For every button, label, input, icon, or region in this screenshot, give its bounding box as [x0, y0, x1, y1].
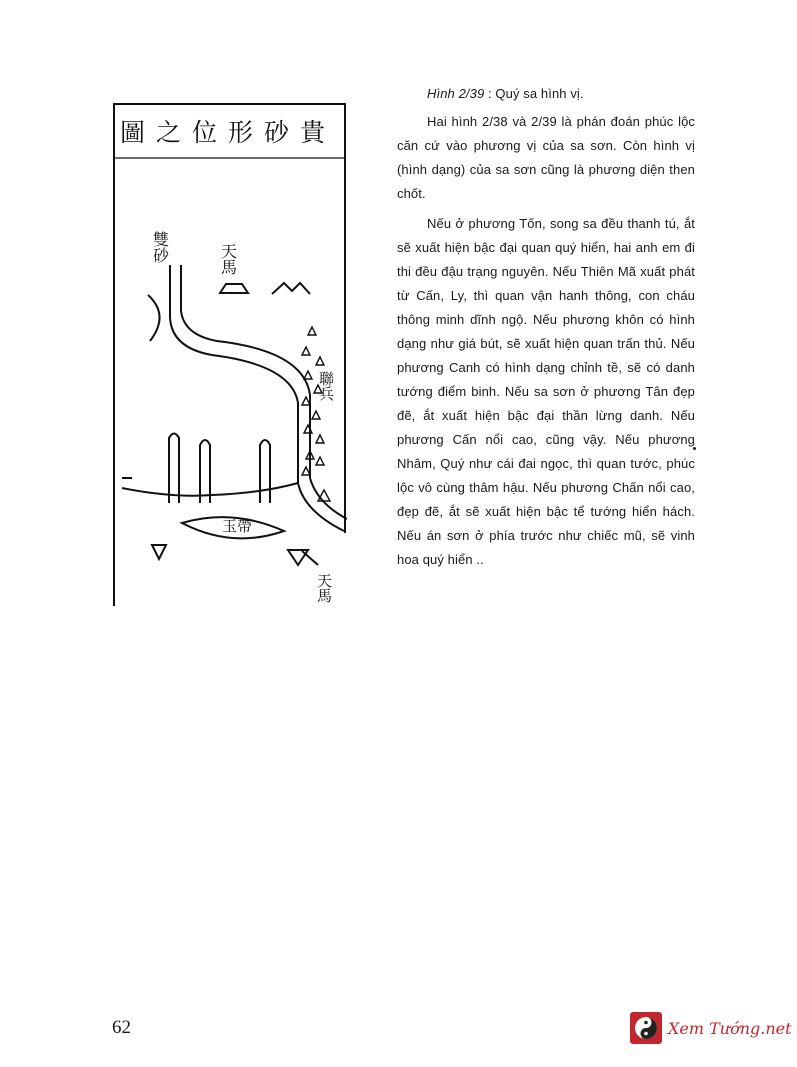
bottom-left-triangle — [152, 545, 166, 559]
small-peak — [312, 411, 320, 419]
small-peak — [316, 357, 324, 365]
diagram-title-char: 貴 — [300, 118, 326, 147]
twin-mound — [272, 283, 310, 294]
flat-mound — [220, 284, 248, 293]
pen-rack-peak — [200, 440, 210, 503]
pen-rack-peak — [169, 434, 179, 504]
paragraph: Hai hình 2/38 và 2/39 là phán đoán phúc lộc căn cứ vào phương vị của sa sơn. Còn hình vị (hình dạng) của sa sơn cũng là phương diện then chốt. — [397, 114, 695, 201]
label-heavenly-horse-right: 天馬 — [315, 573, 333, 603]
small-peak — [304, 371, 312, 379]
small-peak — [302, 467, 310, 475]
caption-title: Quý sa hình vị. — [495, 86, 584, 101]
pen-rack-peak — [260, 440, 270, 503]
paragraph: Nếu ở phương Tốn, song sa đều thanh tú, ắt sẽ xuất hiện bậc đại quan quý hiển, hai anh em đi thi đều đậu trạng nguyên. Nếu Thiên Mã xuất phát từ Cấn, Ly, thì quan vận hanh thông, con cháu thông minh dĩnh ngộ. Nếu phương khôn có hình dạng như giá bút, sẽ xuất hiện quan trấn thủ. Nếu phương Canh có hình dạng chỉnh tề, sẽ có danh tướng điểm binh. Nếu sa sơn ở phương Tân đẹp đẽ, ắt xuất hiện bậc đại thần lừng danh. Nếu phương Cấn nổi cao, cũng vậy. Nếu phương Nhâm, Quý như cái đai ngọc, thì quan tước, phúc lộc vô cùng thâm hậu. Nếu phương Chấn nổi cao, đẹp đẽ, ắt sẽ xuất hiện bậc tể tướng hiển hách. Nếu án sơn ở phía trước như chiếc mũ, sẽ vinh hoa quý hiển .. — [397, 216, 695, 567]
figure-ref: Hình 2/39 — [427, 86, 485, 101]
small-peak — [316, 457, 324, 465]
diagram-title-char: 位 — [192, 118, 218, 147]
diagram-title-char: 之 — [156, 118, 182, 147]
small-peak-column — [302, 327, 330, 501]
watermark-text: Xem Tướng.net — [668, 1018, 792, 1038]
page-number: 62 — [112, 1017, 131, 1038]
caption-separator: : — [484, 86, 496, 101]
label-side-small: 聯兵 — [317, 371, 335, 401]
diagram-title-char: 形 — [228, 118, 254, 147]
yin-yang-icon — [630, 1012, 662, 1044]
text-column — [397, 82, 695, 578]
stray-dot — [693, 447, 696, 450]
diagram-svg — [112, 103, 352, 608]
small-peak — [302, 397, 310, 405]
left-bracket-shape — [148, 295, 160, 341]
bottom-right-stroke — [302, 551, 318, 565]
label-twin-sand: 雙砂 — [150, 231, 170, 263]
small-peak — [302, 347, 310, 355]
watermark — [630, 1012, 792, 1044]
small-peak — [308, 327, 316, 335]
small-peak — [318, 490, 330, 501]
feng-shui-diagram — [112, 103, 352, 608]
label-jade-belt: 玉帶 — [222, 517, 253, 535]
figure-caption — [397, 82, 695, 106]
label-heavenly-horse-top: 天馬 — [218, 243, 238, 275]
diagram-title-char: 砂 — [264, 118, 290, 147]
bottom-right-triangle — [288, 550, 308, 565]
small-peak — [316, 435, 324, 443]
diagram-title-char: 圖 — [120, 118, 146, 147]
